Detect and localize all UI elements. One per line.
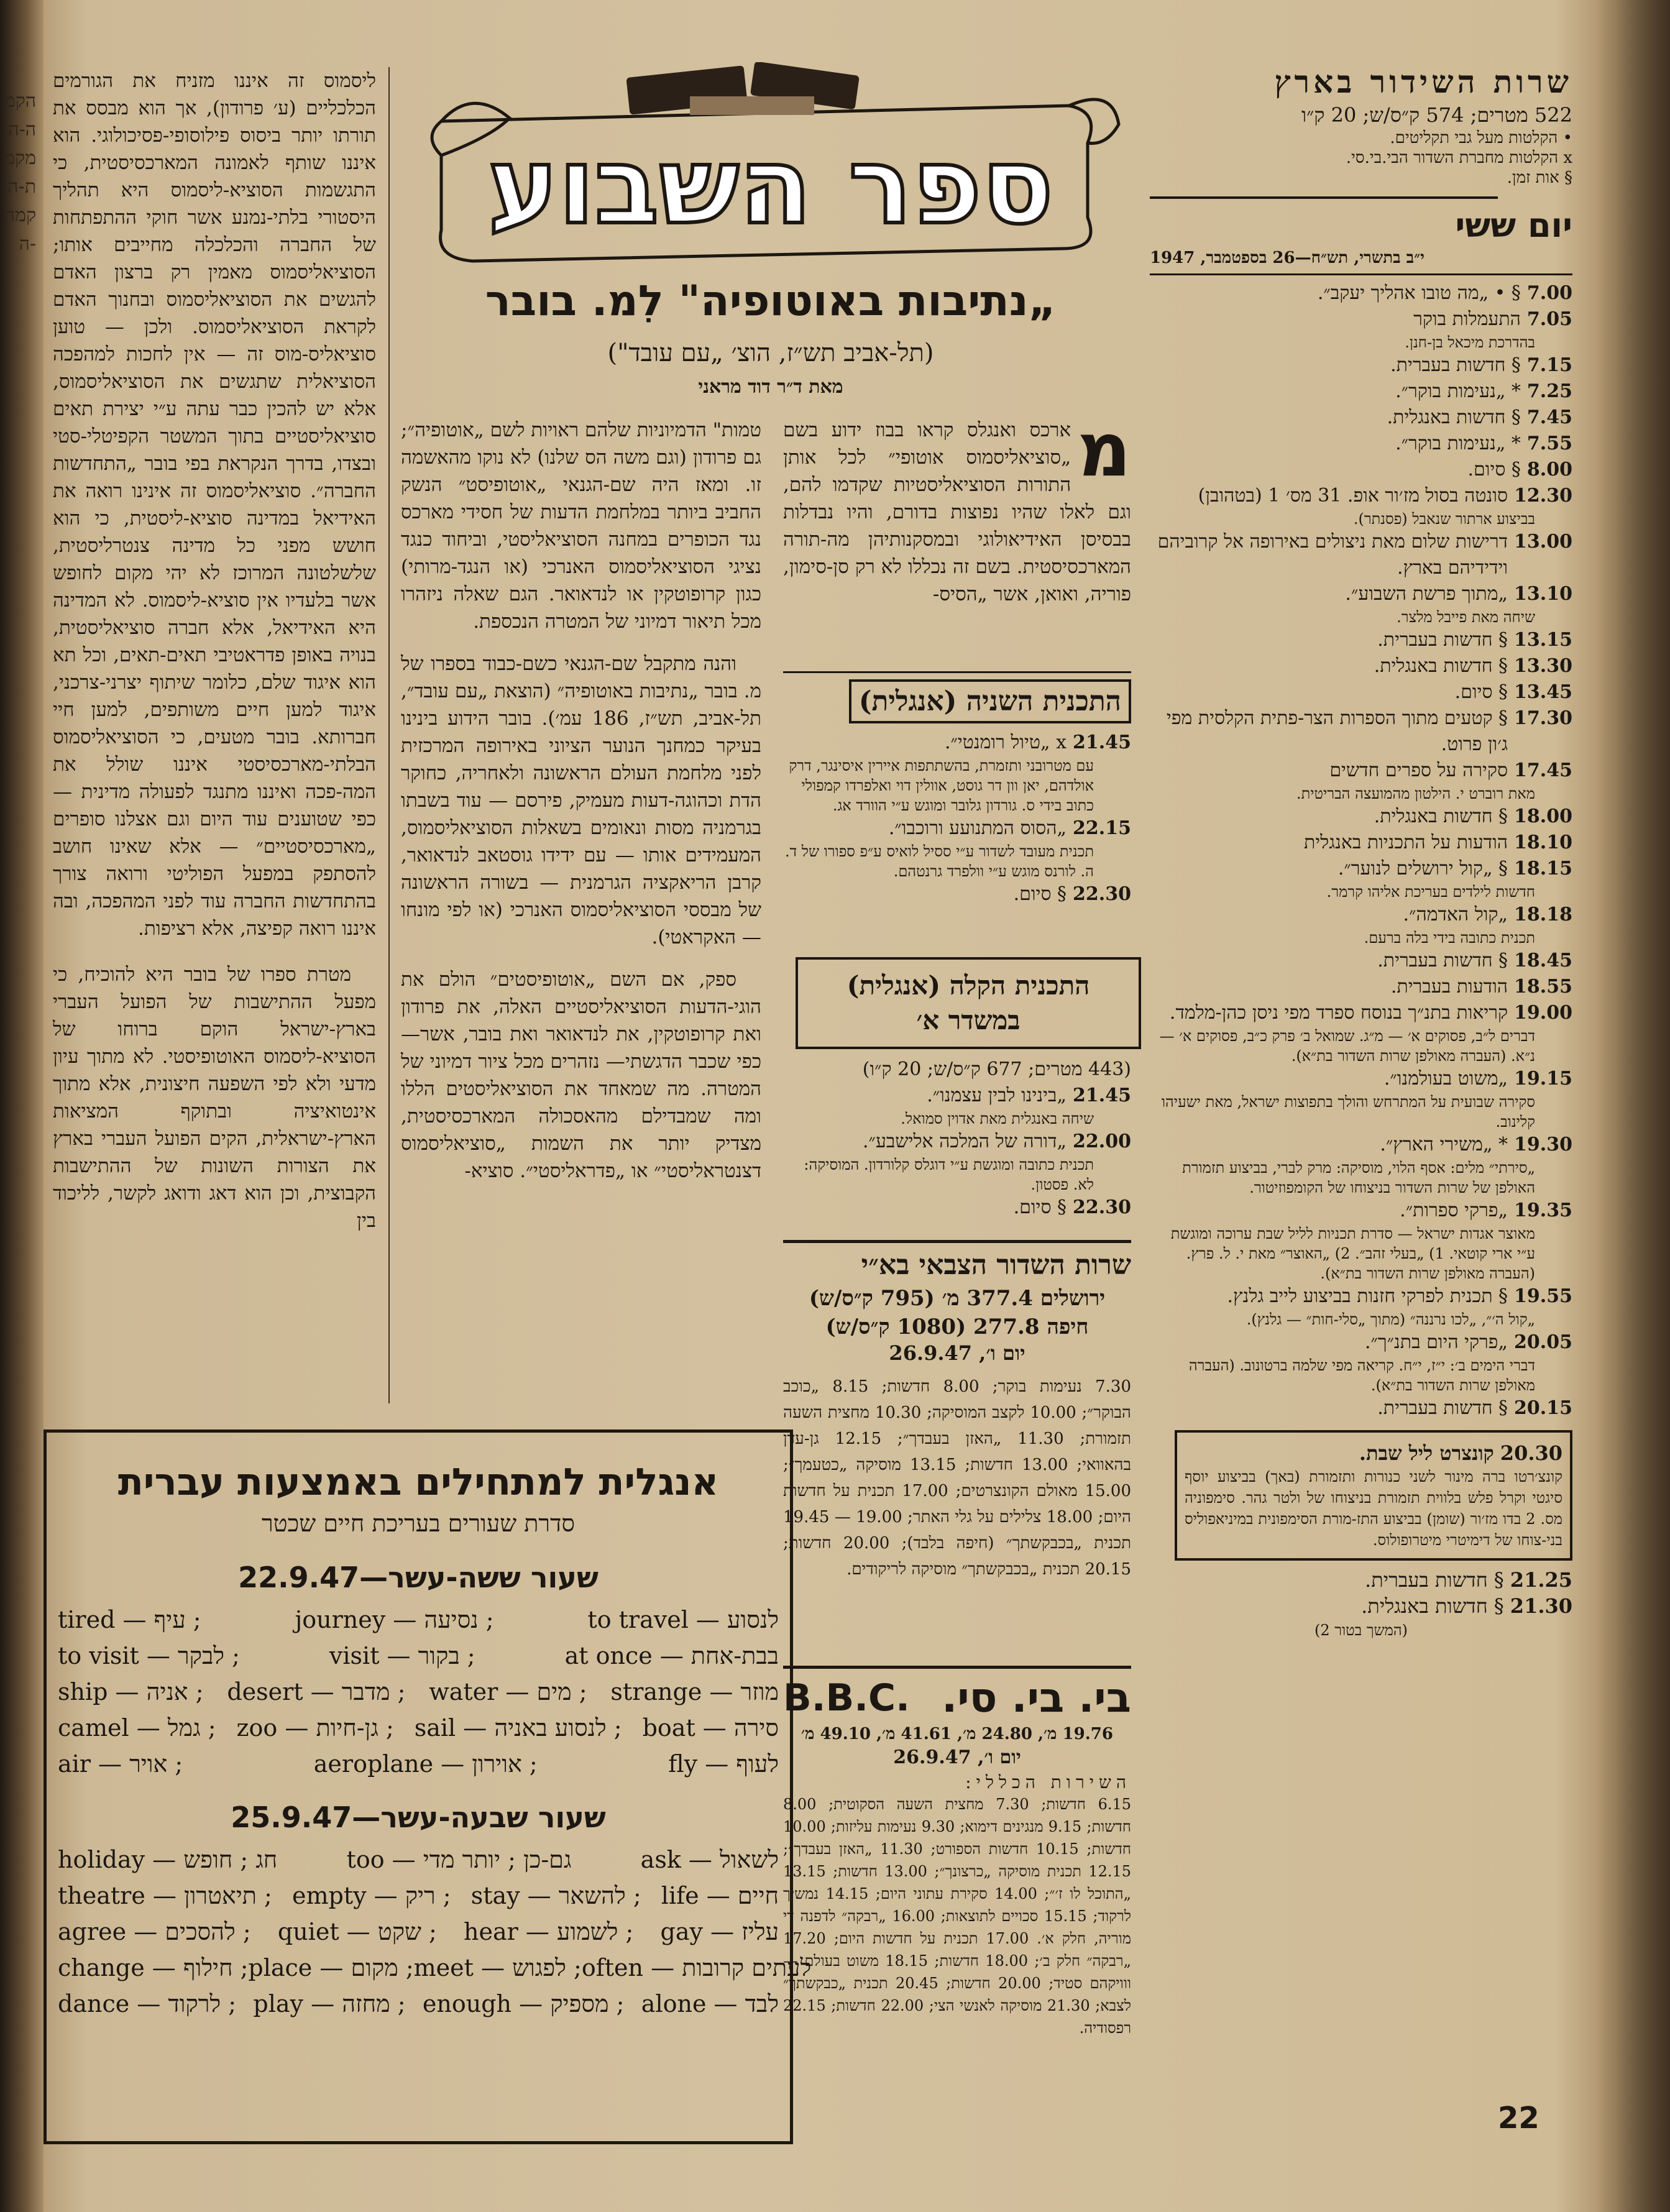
radio-program-list [1150,280,1572,1421]
vocabulary-pair: gay — עליז [660,1918,779,1945]
program-title: x „טיול רומנטי״. [944,732,1067,753]
day-title: יום ששי [1455,206,1572,245]
program-time: 12.30 [1514,485,1572,507]
army-radio-day: יום ו׳, 26.9.47 [889,1341,1025,1365]
program-time: 13.15 [1514,629,1572,651]
program-entry [1150,856,1572,882]
binding-gutter [0,0,44,2212]
program-description: שיחה מאת פייבל מלצר. [1397,608,1535,626]
program-entry [783,815,1131,842]
program-description: סקירה שבועית על המתרחש והולך בתפוצות ישראל, מאת ישעיהו קלינוב. [1161,1093,1535,1131]
program-entry [1150,653,1572,679]
program-entry [783,881,1131,907]
program-title: § חדשות באנגלית. [1387,406,1521,428]
vocabulary-pair: tired — עיף ; [58,1606,201,1633]
light-program-title: התכנית הקלה (אנגלית) במשדר א׳ [846,970,1090,1035]
binding-shadow [1595,0,1670,2212]
program-entry [1150,705,1572,758]
vocabulary-row [58,1638,779,1674]
book-review-author: מאת ד״ר דוד מראני [698,376,843,398]
vocabulary-pair: desert — מדבר ; [227,1678,406,1705]
program-entry [1150,1198,1572,1224]
vocabulary-pair: theatre — תיאטרון ; [58,1882,272,1909]
program-time: 21.45 [1073,1085,1131,1106]
article-paragraph: ארכס ואנגלס קראו בבוז ידוע בשם „סוציאליסמוס אוטופי״ לכל אותן התורות הסוציאליסטיות שקדמו להם, וגם לאלו שהיו נפוצות בדורם, והיו נבדלות בבסיסן האידיאולוגי ובמסקנותיהן מה-תורה המארכסיסטית. בשם זה נכללו לא רק סן-סימון, פוריה, ואואן, אשר „הסיס- [783,419,1131,605]
bbc-schedule: 6.15 חדשות; 7.30 מחצית השעה הסקוטית; 8.00 חדשות; 9.15 מנגינים דימוא; 9.30 נעימות עליזות; 10.00 חדשות; 10.15 חדשות הספורט; 11.30 „האזן בעבדך״; 12.15 תכנית מוסיקה „כרצונך״; 13.00 חדשות; 13.15 „התוכל לו ז׳״; 14.00 סקירת עתוני היום; 14.15 נמשיך לרקוד; 15.15 סכויים לתוצאות; 16.00 „רבקה״ לדפנה די מוריה, חלק א׳. 17.00 תכנית על חדשות היום; 17.20 „רבקה״ חלק ב׳; 18.00 חדשות; 18.15 משוט בעולם — ווויקהם סטיד; 20.00 חדשות; 20.45 תכנית „כבקשתך״ לצבא; 21.30 מוסיקה לאנשי הצי; 22.00 חדשות; 22.15 רפסודיה. [783,1796,1132,2037]
program-title: § חדשות בעברית. [1390,354,1521,376]
lesson1-title: שעור ששה-עשר—22.9.47 [238,1561,599,1594]
program-description: דברי הימים ב׳: י״ז, י״ח. קריאה מפי שלמה ברטונוב. (העברה מאולפן שרות השדור בת״א). [1188,1357,1535,1394]
program-entry [1150,1132,1572,1158]
newspaper-page [44,37,1579,2188]
article-paragraph: ליסמוס זה איננו מזניח את הגורמים הכלכליים (ע׳ פרודון), אך הוא מבסס את תורתו יותר ביסוס פילוסופי-פסיכולוגי. הוא איננו שותף לאמונה המארכסיסטית, כי התגשמות הסוציא-ליסמוס היא תהליך היסטורי בלתי-נמנע אשר חוקי ההתפתחות של החברה והכלכלה מחייבים אותו; הסוציאליסמוס מאמין רק ברצון האדם להגשים את הסוציאליסמוס ובחנוך האדם לקראת הסוציאליסמוס. ולכן — טוען סוציאליס-מוס זה — אין לחכות למהפכה הסוציאלית שתגשים את הסוציאליסמוס, אלא יש להכין כבר עתה ע״י יצירת תאים סוציאליסטיים בתוך המשטר הקפיטלי-סטי ובצדו, בדרך הנקראת בפי בובר „התחדשות החברה״. סוציאליסמוס זה אינינו רואה את האידיאל במדינה סוציא-ליסטית, כי הוא חושש מפני כל מדינה צנטרליסטית, שלשלטונה המרוכז לא יהי מקום לחופש אשר בלעדיו אין סוציא-ליסמוס. לא המדינה היא האידיאל, אלא חברה סוציאליסטית, בנויה באופן פדראטיבי תאים-תאים, וכל תא הוא איגוד שלם, כלומר שיתוף יצרני-צרכני, איגוד למען חיים משותפים, למען חיי חברותא. בובר מטעים, כי הסוציאליסמוס הבלתי-מארכסיסטי איננו שולל את המה-פכה ואיננו מתנגד לפעולה מדינית — כפי שטוענים עוד היום וגם אצלנו סופרים „מארכסיסטיים״ — אלא שאינו חושב להסתפק במפעל הפוליטי ורואה צורך בהתחדשות החברה עוד לפני המהפכה, ובה איננו רואה קפיצה, אלא רציפות. [53,70,376,940]
vocabulary-pair: visit — בקור ; [329,1642,475,1669]
program-title: סונטה בסול מז׳ור אופ. 31 מס׳ 1 (בטהובן) [1198,485,1508,507]
program-entry [1150,974,1572,1000]
vocabulary-row [58,1950,812,1986]
program-title: § תכנית לפרקי חזנות בביצוע לייב גלנץ. [1227,1285,1508,1307]
program-title: „פרקי היום בתנ״ך״. [1364,1331,1508,1353]
program-time: 17.30 [1514,707,1572,729]
program-entry [1150,1000,1572,1026]
program-entry [1150,581,1572,607]
bbc-day: יום ו׳, 26.9.47 [893,1746,1021,1768]
vocabulary-pair: quiet — שקט ; [277,1918,437,1945]
program-time: 20.05 [1514,1331,1572,1353]
vocabulary-pair: air — אויר ; [58,1750,183,1778]
vocabulary-pair: at once — בבת-אחת [564,1642,779,1669]
program-description: מאת רוברט י. הילטון מהמועצה הבריטית. [1296,785,1535,802]
lesson1-vocabulary [58,1602,779,1782]
program-time: 20.15 [1514,1397,1572,1419]
second-program-title: התכנית השניה (אנגלית) [849,679,1131,723]
vocabulary-pair: often — לעתים קרובות [581,1954,812,1981]
program-entry [1150,457,1572,483]
vocabulary-pair: empty — ריק ; [291,1882,451,1909]
vocabulary-pair: agree — להסכים ; [58,1918,251,1945]
program-description: „סירתי״ מלים: אסף הלוי, מוסיקה: מרק לברי, בביצוע תזמורת האולפן של שרות השדור בניצוחו של הקומפוזיטור. [1182,1159,1535,1196]
program-entry [783,730,1131,756]
program-title: * „משירי הארץ״. [1380,1134,1508,1155]
army-radio-schedule: 7.30 נעימות בוקר; 8.00 חדשות; 8.15 „כוכב הבוקר״; 10.00 לקצב המוסיקה; 10.30 מחצית השעה תזמורת; 11.30 „האזן בעבדך״; 12.15 גן-עדן בהאוואי; 13.00 חדשות; 13.15 מוסיקה „כטעמך״; 15.00 מאולם הקונצרטים; 17.00 תכנית על חדשות היום; 18.00 צלילים על גלי האתר; 19.00 — 19.45 תכנית „בכבקשתך״ (חיפה בלבד); 20.00 חדשות; 20.15 תכנית „בכבקשתך״ מוסיקה לריקודים. [783,1377,1132,1579]
program-title: „בינינו לבין עצמנו״. [927,1085,1067,1106]
program-time: 18.18 [1514,904,1572,925]
program-title: § סיום. [1013,883,1067,905]
program-description: תכנית מעובד לשדור ע״י ססיל לואיס ע״פ ספורו של ד. ה. לורנס מוגש ע״י וולפרד גרנטהם. [784,843,1094,880]
vocabulary-pair: ship — אניה ; [58,1678,204,1705]
day-date: י״ב בתשרי, תש״ח—26 בספטמבר, 1947 [1150,249,1425,267]
program-entry [1150,280,1572,306]
program-title: § „קול ירושלים לנוער״. [1337,858,1508,879]
program-title: „מתוך פרשת השבוע״. [1345,583,1508,605]
vocabulary-row [58,1986,779,2022]
vocabulary-pair: aeroplane — אוירון ; [313,1750,538,1778]
program-time: 18.10 [1514,832,1572,853]
article-paragraph: טמות" הדמיוניות שלהם ראויות לשם „אוטופיה״; גם פרודון (וגם משה הס שלנו) לא נוקו מהאשמה זו. ומאז היה שם-הגנאי „אוטופיסט״ הנשק החביב ביותר במלחמת הדעות של חסידי מארכס נגד הכופרים במחנה הסוציאליסטי, וביחוד כנגד נציגי הסוציאליסמוס האנרכי (או הנגד-מרותי) כגון קרופוטקין או לנדאואר. הגם שאלה ניזהרו מכל תיאור דמיוני של המטרה הנכספת. [401,419,761,633]
vocabulary-row [58,1710,779,1746]
program-entry [1150,1066,1572,1092]
program-entry [1150,948,1572,974]
vocabulary-pair: change — חילוף ; [58,1954,249,1981]
program-time: 19.00 [1514,1002,1572,1024]
vocabulary-pair: boat — סירה [642,1714,779,1742]
vocabulary-pair: journey — נסיעה ; [295,1606,494,1633]
program-entry [1150,830,1572,856]
vocabulary-pair: alone — לבד [641,1990,779,2017]
vocabulary-row [58,1602,779,1638]
banner-title: ספר השבוע [488,125,1053,248]
program-entry [1150,431,1572,457]
program-title: סקירה על ספרים חדשים [1329,760,1508,781]
program-title: § חדשות בעברית. [1377,950,1508,971]
article-paragraph: והנה מתקבל שם-הגנאי כשם-כבוד בספרו של מ. בובר „נתיבות באוטופיה״ (הוצאת „עם עובד״, תל-אביב, תש״ז, 186 עמ׳). בובר הידוע בינינו בעיקר כמחנך הנוער הציוני באירופה המרכזית לפני מלחמת העולם הראשונה ולאחריה, כחוקר הדת וכהוגה-דעות מעמיק, פירסם — עוד בשבתו בגרמניה מסות ונאומים בשאלות הסוציאליסמוס, המעמידים אותו — עם ידידו גוסטאב לנדאואר, קרבן הריאקציה הגרמנית — בשורה הראשונה של מבססי הסוציאליסמוס האנרכי (או לפי מונחו — האקראטי). [401,653,761,948]
program-entry [1150,529,1572,581]
army-radio-line2: חיפה 277.8 (1080 ק״ס/ש) [825,1315,1089,1339]
program-description: תכנית כתובה ומוגשת ע״י דוגלס קלורדון. המוסיקה: לא. פסטון. [804,1156,1094,1193]
program-entry [1150,627,1572,653]
radio-program-list-tail [1150,1567,1572,1619]
light-program-freq: (443 מטרים; 677 ק״ס/ש; 20 ק״ו) [862,1058,1131,1080]
vocabulary-row [58,1746,779,1782]
program-title: § חדשות בעברית. [1377,1397,1508,1419]
program-title: „הסוס המתנועע ורוכבו״. [888,817,1067,839]
program-entry [1150,306,1572,333]
article-paragraph: מטרת ספרו של בובר היא להוכיח, כי מפעל ההתישבות של הפועל העברי בארץ-ישראל הוקם ברוחו של הסוציא-ליסמוס האוטופיסטי. לא מתוך עיון מדעי ולא לפי השפעה חיצונית, אלא מתוך אינטואיציה ובתוקף המציאות הארץ-ישראלית, הקים הפועל העברי בארץ את הצורות השונות של ההתישבות הקבוצית, וכן הוא דאג ודואג לקשר, לליכוד בין [53,963,376,1232]
light-program-list [783,1083,1131,1221]
program-title: הודעות על התכניות באנגלית [1303,832,1508,853]
book-publisher: (תל-אביב תש״ז, הוצ׳ „עם עובד") [607,339,934,367]
radio-legend [1150,128,1572,188]
program-description: דברים ל״ב, פסוקים א׳ — מ״ג. שמואל ב׳ פרק כ״ב, פסוקים א׳ — נ״א. (העברה מאולפן שרות השדור בת״א). [1159,1027,1535,1065]
program-title: * „נעימות בוקר״. [1395,380,1521,402]
program-description: עם מטרובני ותזמרת, בהשתתפות איירין איסינגר, דרק אולדהם, יאן וון דר גוסט, אוולין דוי ואלפרדו קמפולי כתוב בידי ס. גורדון גלובר ומוגש ע״י הוורד אג. [789,757,1094,814]
program-entry [1150,352,1572,379]
vocabulary-pair: dance — לרקוד ; [58,1990,237,2017]
vocabulary-row [58,1914,779,1950]
army-radio-title: שרות השדור הצבאי בא״י [861,1249,1131,1281]
program-time: 13.30 [1514,655,1572,677]
program-title: „קול האדמה״. [1403,904,1508,925]
program-entry [1150,679,1572,705]
vocabulary-pair: place — מקום ; [248,1954,414,1981]
program-title: § חדשות בעברית. [1365,1568,1504,1592]
program-time: 7.15 [1526,354,1572,376]
program-time: 8.00 [1526,459,1572,480]
radio-schedule-column [1150,62,1572,1640]
vocabulary-pair: camel — גמל ; [58,1714,216,1742]
program-time: 18.15 [1514,858,1572,879]
program-time: 22.15 [1073,817,1131,839]
vocabulary-pair: hear — לשמוע ; [464,1918,634,1945]
program-time: 13.10 [1514,583,1572,605]
program-entry [1150,758,1572,784]
program-time: 17.45 [1514,760,1572,781]
bbc-freq: 19.76 מ׳, 24.80 מ׳, 41.61 מ׳, 49.10 מ׳ [801,1725,1113,1743]
program-title: § סיום. [1454,681,1508,703]
program-time: 18.45 [1514,950,1572,971]
english-lesson-title: אנגלית למתחילים באמצעות עברית [117,1461,719,1504]
vocabulary-pair: ask — לשאול [640,1846,779,1873]
program-title: § חדשות באנגלית. [1374,805,1508,827]
program-title: קריאות בתנ״ך בנוסח ספרד מפי ניסן כהן-מלמד. [1169,1002,1508,1024]
article-left-column [53,67,376,1234]
program-title: * „נעימות בוקר״. [1395,433,1521,454]
program-description: „קול ה׳״, „לכו נרננה״ (מתוך „סלי-חות״ — גלנץ). [1246,1311,1535,1328]
legend-item: § אות זמן. [1507,168,1572,187]
bbc-title-hebrew: בי. בי. סי. [942,1674,1131,1722]
page-number: 22 [1498,2101,1539,2136]
second-program-list [783,730,1131,907]
program-time: 21.30 [1510,1594,1572,1618]
gutter-text: הקמה-המקמת-הקמה-ה [4,90,36,255]
program-title: דרישות שלום מאת ניצולים באירופה אל קרוביהם וידידיהם בארץ. [1157,531,1508,579]
second-program-section [783,671,1131,907]
program-title: § חדשות באנגלית. [1361,1594,1504,1618]
radio-service-title: שרות השידור בארץ [1274,63,1572,100]
program-title: התעמלות בוקר [1413,308,1521,330]
army-radio-section [783,1240,1131,1582]
concert-description: קונצ׳רטו ברה מינור לשני כנורות ותזמורת (באך) בביצוע יוסף סיגטי וקרל פלש בלווית תזמורת בניצוחו של ולטר גהר. סימפוניה מס. 2 בדו מז׳ור (שומן) בביצוע התז-מורת הסימפונית במיניאפוליס בני-צוחו של דימיטרי מיטרופולוס. [1185,1468,1563,1549]
book-title: „נתיבות באוטופיה" לִמ. בובר [485,277,1057,326]
program-title: „משוט בעולמנו״. [1383,1068,1508,1090]
program-description: שיחה באנגלית מאת אדוין סמואל. [901,1110,1094,1127]
program-title: § קטעים מתוך הספרות הצר-פתית הקלסית מפי ג׳ון פרוט. [1166,707,1508,755]
light-program-section [796,957,1141,1049]
program-title: § סיום. [1013,1196,1067,1218]
vocabulary-pair: meet — לפגוש ; [413,1954,582,1981]
program-entry [1150,804,1572,830]
vocabulary-pair: stay — להשאר ; [470,1882,641,1909]
program-description: תכנית כתובה בידי בלה ברעם. [1364,929,1535,947]
program-time: 7.00 [1526,282,1572,304]
vocabulary-pair: fly — לעוף [668,1750,779,1778]
english-lesson-box [44,1430,812,2144]
column-rule [388,67,390,1403]
vocabulary-row [58,1878,779,1914]
vocabulary-pair: enough — מספיק ; [422,1990,625,2017]
vocabulary-pair: water — מים ; [429,1678,587,1705]
program-time: 7.45 [1526,406,1572,428]
program-description: בהדרכת מיכאל בן-חנן. [1405,334,1535,351]
program-title: „פרקי ספרות״. [1400,1200,1508,1221]
vocabulary-pair: sail — לנסוע באניה ; [414,1714,622,1742]
article-middle-column [401,416,761,1185]
english-lesson-subtitle: סדרת שעורים בעריכת חיים שכטר [262,1510,575,1537]
program-description: חדשות לילדים בעריכת אליהו קרמר. [1326,883,1535,901]
radio-service-freq: 522 מטרים; 574 ק״ס/ש; 20 ק״ו [1301,103,1572,127]
program-time: 22.30 [1073,1196,1131,1218]
concert-box [1175,1430,1572,1561]
program-entry [783,1083,1131,1109]
program-entry [1150,1283,1572,1310]
program-time: 21.25 [1510,1568,1572,1592]
light-program-body [783,1057,1131,1221]
program-time: 18.00 [1514,805,1572,827]
program-title: § • „מה טובו אהליך יעקב״. [1317,282,1521,304]
program-time: 19.30 [1514,1134,1572,1155]
program-entry [1150,405,1572,431]
vocabulary-pair: to travel — לנסוע [587,1606,779,1633]
legend-item: x הקלטות מחברת השדור הבי.בי.סי. [1346,149,1572,167]
program-title: § חדשות באנגלית. [1374,655,1508,677]
program-description: מאוצר אגדות ישראל — סדרת תכניות לליל שבת ערוכה ומוגשת ע״י ארי קוטאי. 1) „בעלי זהב״. 2) „האוצר״ מאת י. ל. פרץ. (העברה מאולפן שרות השדור בת״א). [1170,1225,1535,1282]
program-entry [783,1195,1131,1221]
vocabulary-pair: holiday — חג ; חופש [58,1846,278,1873]
article-right-column: מ ארכס ואנגלס קראו בבוז ידוע בשם „סוציאליסמוס אוטופי״ לכל אותן התורות הסוציאליסטיות שקדמו להם, וגם לאלו שהיו נפוצות בדורם, והיו נבדלות בבסיסן האידיאולוגי ובמסקנותיהן מה-תורה המארכסיסטית. בשם זה נכללו לא רק סן-סימון, פוריה, ואואן, אשר „הסיס- [783,416,1131,608]
program-title: § חדשות בעברית. [1377,629,1508,651]
lesson2-vocabulary [58,1842,812,2022]
lesson2-title: שעור שבעה-עשר—25.9.47 [231,1801,606,1834]
program-entry [1150,379,1572,405]
program-time: 19.55 [1514,1285,1572,1307]
program-time: 19.35 [1514,1200,1572,1221]
vocabulary-row [58,1674,779,1710]
program-time: 21.45 [1073,732,1131,753]
concert-time: 20.30 [1500,1441,1562,1465]
concert-title: קונצרט ליל שבת. [1359,1441,1494,1465]
program-time: 18.55 [1514,976,1572,998]
program-title: „דורה של המלכה אלישבע״. [863,1131,1067,1152]
program-entry [1150,1329,1572,1356]
program-time: 22.00 [1073,1131,1131,1152]
bbc-section [783,1666,1131,2039]
program-time: 13.45 [1514,681,1572,703]
book-of-week-banner [398,62,1134,267]
program-time: 19.15 [1514,1068,1572,1090]
army-radio-line1: ירושלים 377.4 מ׳ (795 ק״ס/ש) [809,1286,1106,1311]
program-time: 7.05 [1526,308,1572,330]
bbc-service-label: השירות הכללי: [965,1772,1131,1792]
program-description: בביצוע ארתור שנאבל (פסנתר). [1353,510,1535,528]
program-time: 13.00 [1514,531,1572,553]
article-paragraph: ספק, אם השם „אוטופיסטים״ הולם את הוגי-הדעות הסוציאליסטיים האלה, את פרודון ואת קרופוטקין, את לנדאואר ואת בובר, אשר—כפי שכבר הדגשתי— נזהרים מכל ציור דמיוני של המטרה. מה שמאחד את הסוציאליסטים הללו ומה שמבדילם מהאסכולה המארכסיסטית, מצדיק יותר את השמות „סוציאליסמוס דצנטראליסטי״ או „פדראליסטי״. סוציא- [401,968,761,1182]
program-time: 22.30 [1073,883,1131,905]
program-time: 7.25 [1526,380,1572,402]
program-title: הודעות בעברית. [1390,976,1508,998]
vocabulary-row [58,1842,779,1878]
program-entry [783,1129,1131,1155]
vocabulary-pair: too — גם-כן ; יותר מדי [346,1846,572,1873]
program-entry [1150,483,1572,509]
vocabulary-pair: strange — מוזר [610,1678,779,1705]
vocabulary-pair: life — חיים [661,1882,779,1909]
vocabulary-pair: zoo — גן-חיות ; [236,1714,394,1742]
program-title: § סיום. [1467,459,1521,480]
bbc-title-english: B.B.C. [783,1676,910,1720]
vocabulary-pair: play — מחזה ; [253,1990,406,2017]
program-entry [1150,1395,1572,1421]
continued-note: (המשך בטור 2) [1314,1622,1408,1639]
program-entry [1150,902,1572,928]
program-entry [1150,1593,1572,1619]
program-time: 7.55 [1526,433,1572,454]
legend-item: • הקלטות מעל גבי תקליטים. [1390,129,1572,147]
program-entry [1150,1567,1572,1593]
vocabulary-pair: to visit — לבקר ; [58,1642,240,1669]
